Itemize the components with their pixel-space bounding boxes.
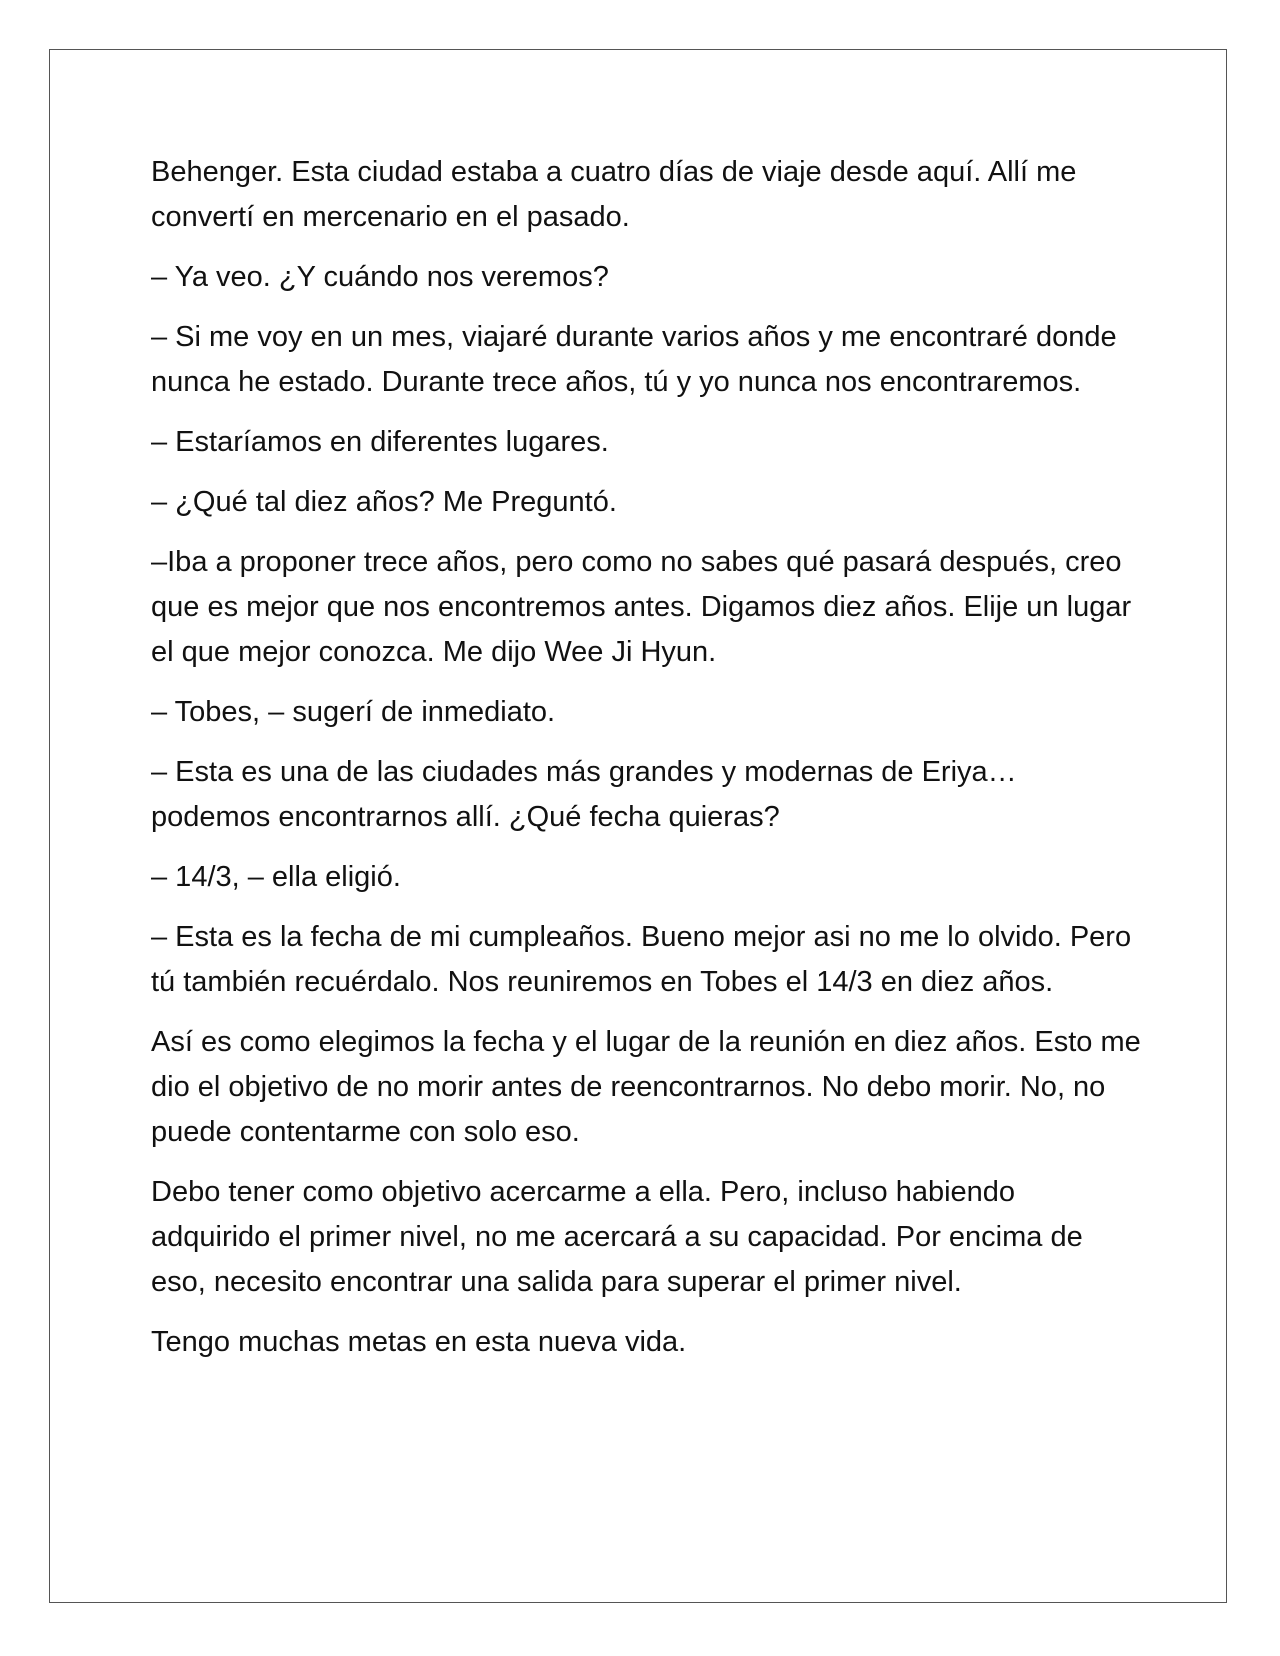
paragraph: Behenger. Esta ciudad estaba a cuatro días de viaje desde aquí. Allí me convertí en mercenario en el pasado.: [151, 156, 1077, 233]
paragraph: – Ya veo. ¿Y cuándo nos veremos?: [151, 261, 609, 293]
paragraph: – Estaríamos en diferentes lugares.: [151, 426, 609, 458]
paragraph: – Tobes, – sugerí de inmediato.: [151, 696, 556, 728]
paragraph: Tengo muchas metas en esta nueva vida.: [151, 1326, 687, 1358]
document-body: [151, 150, 1141, 1380]
paragraph: – 14/3, – ella eligió.: [151, 861, 401, 893]
paragraph: Debo tener como objetivo acercarme a ella. Pero, incluso habiendo adquirido el primer nivel, no me acercará a su capacidad. Por encima de eso, necesito encontrar una salida para superar el primer nivel.: [151, 1176, 1083, 1298]
paragraph: – Si me voy en un mes, viajaré durante varios años y me encontraré donde nunca he estado. Durante trece años, tú y yo nunca nos encontraremos.: [151, 321, 1117, 398]
paragraph: – Esta es la fecha de mi cumpleaños. Bueno mejor asi no me lo olvido. Pero tú también recuérdalo. Nos reuniremos en Tobes el 14/3 en diez años.: [151, 921, 1132, 998]
paragraph: –Iba a proponer trece años, pero como no sabes qué pasará después, creo que es mejor que nos encontremos antes. Digamos diez años. Elije un lugar el que mejor conozca. Me dijo Wee Ji Hyun.: [151, 546, 1132, 668]
paragraph: – ¿Qué tal diez años? Me Preguntó.: [151, 486, 617, 518]
paragraph: Así es como elegimos la fecha y el lugar de la reunión en diez años. Esto me dio el objetivo de no morir antes de reencontrarnos. No debo morir. No, no puede contentarme con solo eso.: [151, 1026, 1141, 1148]
paragraph: – Esta es una de las ciudades más grandes y modernas de Eriya… podemos encontrarnos allí. ¿Qué fecha quieras?: [151, 756, 1017, 833]
